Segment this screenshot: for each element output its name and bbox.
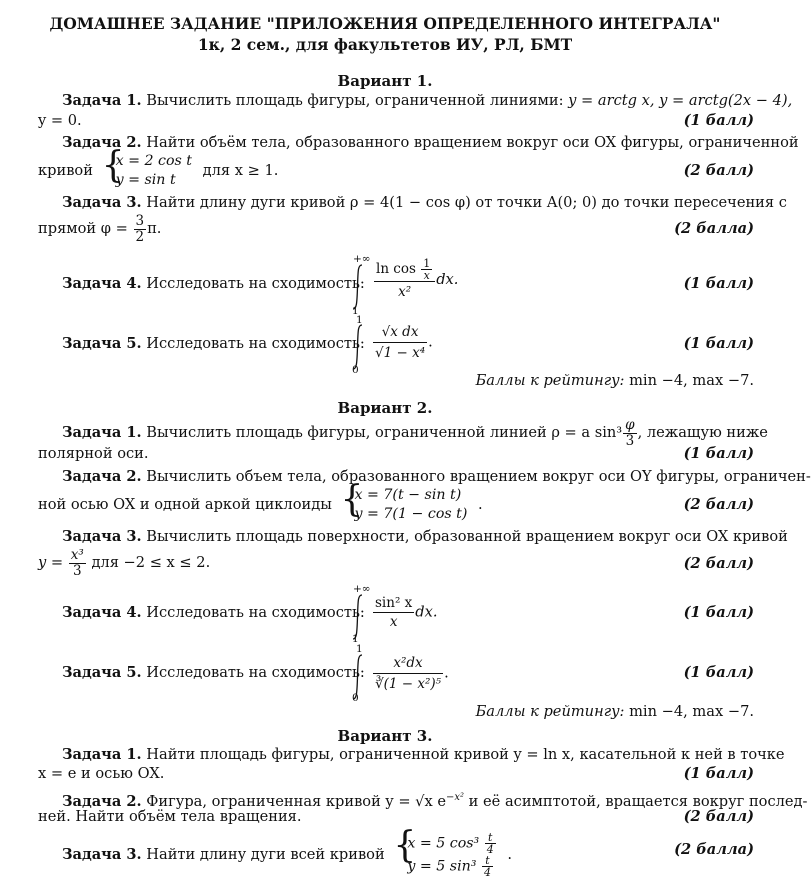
param-system: { x = 5 cos³ $\frac{t}{4}$ y = 5 sin³ $\frac{t}{4}$ <box>393 825 494 879</box>
v2-task2-cont: ной осью OX и одной аркой циклоиды { x = 7(t − sin t) y = 7(1 − cos t) . <box>38 479 483 522</box>
task-text: Вычислить объем тела, образованного вращением вокруг оси OY фигуры, ограничен- <box>146 468 811 485</box>
task-label: Задача 2. <box>62 468 142 485</box>
task-label: Задача 2. <box>62 134 142 151</box>
task-text: Найти длину дуги кривой ρ = 4(1 − cos φ) от точки A(0; 0) до точки пересечения с <box>146 194 787 211</box>
task-label: Задача 3. <box>62 528 142 545</box>
document-title: ДОМАШНЕЕ ЗАДАНИЕ "ПРИЛОЖЕНИЯ ОПРЕДЕЛЕННОГО ИНТЕГРАЛА" <box>49 14 721 33</box>
v1-task2-points: (2 балл) <box>683 162 754 179</box>
v1-task4 <box>62 275 365 293</box>
param-system: { x = 7(t − sin t) y = 7(1 − cos t) <box>340 479 468 522</box>
v1-task1 <box>62 92 792 110</box>
v1-task4-integrand: ln cos $\frac{1}{x}$ x² dx. <box>376 257 459 300</box>
fraction: $\frac{3}{2}$ <box>135 212 145 245</box>
task-text: Фигура, ограниченная кривой y = √x e <box>146 792 446 810</box>
v1-task1-points: (1 балл) <box>683 112 754 129</box>
task-label: Задача 4. <box>62 604 142 621</box>
integral-upper-limit: 1 <box>356 314 363 326</box>
variant-2-title: Вариант 2. <box>337 399 433 417</box>
v2-task4-points: (1 балл) <box>683 604 754 621</box>
integral-upper-limit: +∞ <box>353 583 371 595</box>
task-label: Задача 3. <box>62 194 142 211</box>
v2-task2-points: (2 балл) <box>683 496 754 513</box>
task-label: Задача 4. <box>62 275 142 292</box>
task-text: Вычислить площадь поверхности, образованной вращением вокруг оси OX кривой <box>146 528 788 545</box>
variant-3-title: Вариант 3. <box>337 727 433 745</box>
v3-task3: Задача 3. Найти длину дуги всей кривой { x = 5 cos³ $\frac{t}{4}$ y = 5 sin³ $\frac{t}{4}$ . <box>62 825 513 879</box>
v1-task5-points: (1 балл) <box>683 335 754 352</box>
v2-task1-cont: полярной оси. <box>38 445 149 462</box>
v1-task3-cont: прямой φ = $\frac{3}{2}$ π. <box>38 212 162 245</box>
variant-1-title: Вариант 1. <box>337 72 433 90</box>
v2-task4 <box>62 604 365 622</box>
v2-task5-points: (1 балл) <box>683 664 754 681</box>
v3-task3-points: (2 балла) <box>674 841 754 858</box>
v1-rating: Баллы к рейтингу: min −4, max −7. <box>475 372 754 389</box>
v1-task2-cont: кривой { x = 2 cos t y = sin t для x ≥ 1. <box>38 145 279 188</box>
task-text: Исследовать на сходимость: <box>146 275 365 292</box>
v2-task3-points: (2 балл) <box>683 555 754 572</box>
task-text: Вычислить площадь фигуры, ограниченной линией ρ = a sin³ <box>146 424 623 441</box>
task-text: Найти длину дуги всей кривой <box>146 846 385 863</box>
v2-task5-integrand: $\frac{\text{x²dx}}{\text{∛(1 − x²)⁵}}$ . <box>375 655 449 692</box>
v2-task3 <box>62 528 788 546</box>
fraction: $\frac{\varphi}{3}$ <box>625 416 635 449</box>
document-subtitle: 1к, 2 сем., для факультетов ИУ, РЛ, БМТ <box>197 35 573 54</box>
task-label: Задача 1. <box>62 746 142 763</box>
v2-task2 <box>62 468 811 486</box>
integral-lower-limit: 0 <box>352 692 359 704</box>
v3-task1 <box>62 746 785 764</box>
v3-task2-cont: ней. Найти объём тела вращения. <box>38 808 302 825</box>
task-label: Задача 5. <box>62 664 142 681</box>
v1-task1-cont: y = 0. <box>38 112 82 129</box>
task-text: Исследовать на сходимость: <box>146 335 365 352</box>
task-label: Задача 1. <box>62 424 142 441</box>
v3-task2-points: (2 балл) <box>683 808 754 825</box>
task-label: Задача 2. <box>62 792 142 810</box>
v2-task5 <box>62 664 365 682</box>
v3-task2: Задача 2. Фигура, ограниченная кривой y = √x $e^{-x^2}$ и её асимптотой, вращается вокруг послед- <box>62 792 808 810</box>
v1-task2 <box>62 134 799 152</box>
v2-task4-integrand: $\frac{\text{sin² x}}{x}$ dx. <box>375 595 438 630</box>
v1-task3 <box>62 194 787 212</box>
task-text: Вычислить площадь фигуры, ограниченной линиями: <box>146 92 564 109</box>
task-label: Задача 1. <box>62 92 142 109</box>
v1-task4-points: (1 балл) <box>683 275 754 292</box>
v3-task1-points: (1 балл) <box>683 765 754 782</box>
v1-task5-integrand: $\frac{\text{√x dx}}{\text{√1 − x⁴}}$ . <box>375 324 433 361</box>
v2-task3-cont: y = $\frac{\text{x³}}{3}$ для −2 ≤ x ≤ 2. <box>38 546 211 579</box>
v2-rating: Баллы к рейтингу: min −4, max −7. <box>475 703 754 720</box>
v1-task3-points: (2 балла) <box>674 220 754 237</box>
integral-upper-limit: 1 <box>356 643 363 655</box>
task-text: Исследовать на сходимость: <box>146 604 365 621</box>
task-text: Найти объём тела, образованного вращением вокруг оси OX фигуры, ограниченной <box>146 134 799 151</box>
integral-lower-limit: 1 <box>352 633 359 645</box>
task-text: Найти площадь фигуры, ограниченной кривой y = ln x, касательной к ней в точке <box>146 746 785 763</box>
integral-lower-limit: 1 <box>352 305 359 317</box>
integral-upper-limit: +∞ <box>353 253 371 265</box>
v2-task1-points: (1 балл) <box>683 445 754 462</box>
integral-lower-limit: 0 <box>352 364 359 376</box>
task-label: Задача 5. <box>62 335 142 352</box>
v3-task1-cont: x = e и осью OX. <box>38 765 165 782</box>
integral-sign <box>348 322 368 402</box>
v1-task5 <box>62 335 365 353</box>
task-formula: y = arctg x, y = arctg(2x − 4), <box>568 92 793 109</box>
fraction: $\frac{\text{x³}}{3}$ <box>70 546 84 579</box>
param-system: { x = 2 cos t y = sin t <box>101 145 192 188</box>
task-label: Задача 3. <box>62 846 142 863</box>
v2-task1: Задача 1. Вычислить площадь фигуры, ограниченной линией ρ = a sin³ $\frac{\varphi}{3}$ , лежащую ниже <box>62 416 768 449</box>
task-text: Исследовать на сходимость: <box>146 664 365 681</box>
